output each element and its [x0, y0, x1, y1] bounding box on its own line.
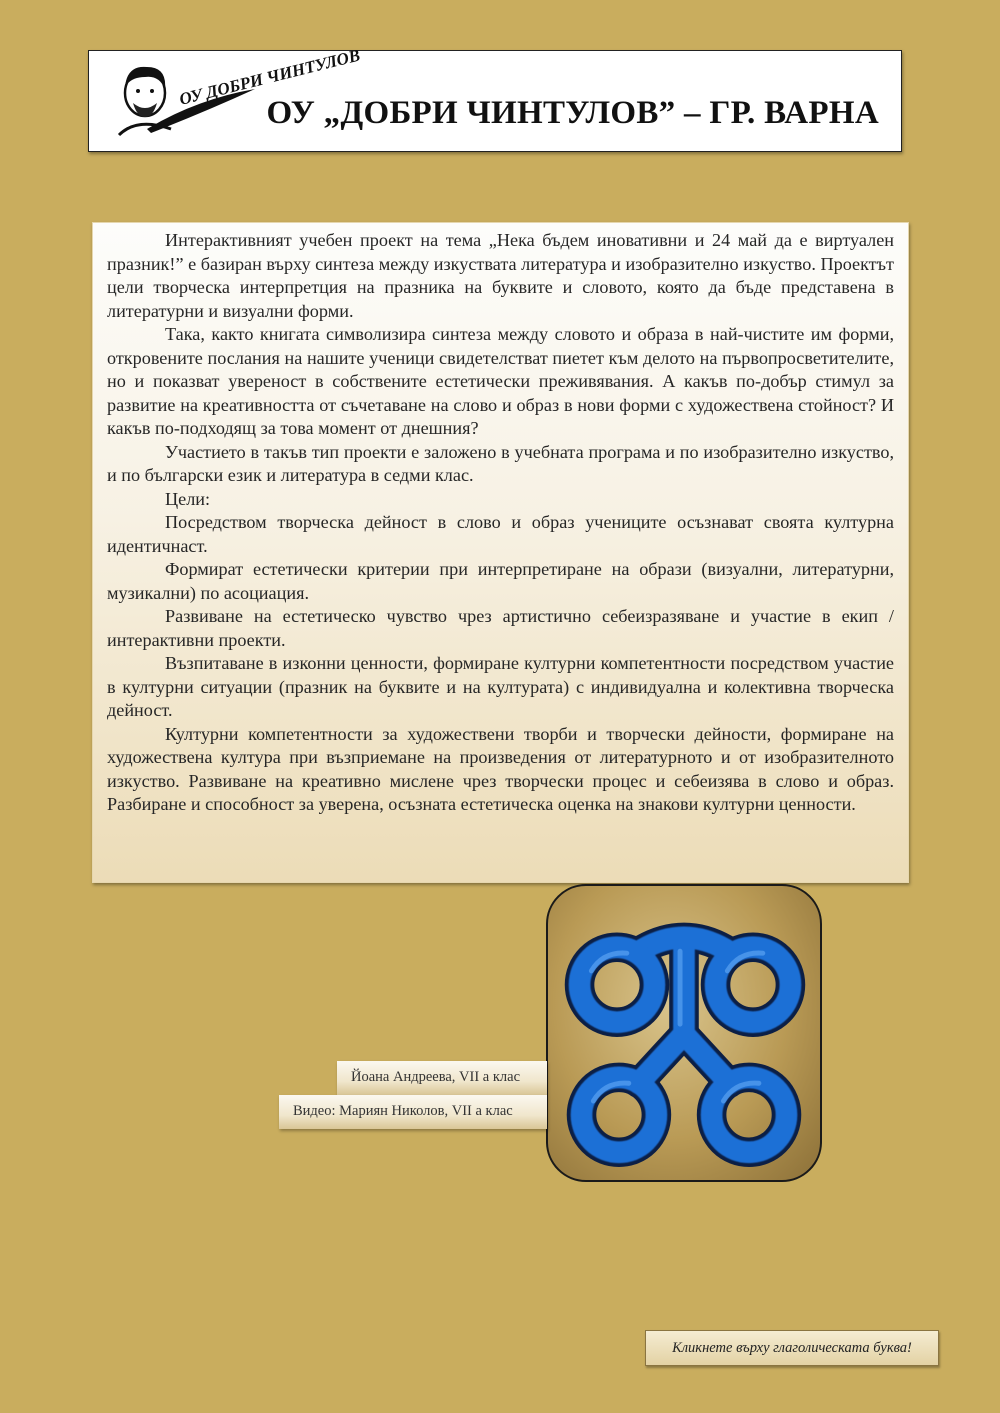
goal-values: Възпитаване в изконни ценности, формиране културни компетентности посредством участие в културни ситуации (празник на буквите и на културата) с индивидуална и колективна творческа дейност. — [107, 653, 894, 720]
goals-heading: Цели: — [165, 488, 211, 509]
paragraph-book-synthesis: Така, както книгата символизира синтеза между словото и образа в най-чистите им форми, откровените послания на нашите ученици свидетелстват пиетет към делото на първопросветителите, но и показват увереност в собствените естетически преживявания. А какъв по-добър стимул за развитие на креативността от съчетаване на слово и образ в нови форми с художествена стойност? И какъв по-подходящ за това момент от днешния? — [107, 324, 894, 438]
school-name: ОУ „ДОБРИ ЧИНТУЛОВ” – ГР. ВАРНА — [266, 95, 879, 131]
logo-text: ОУ ДОБРИ ЧИНТУЛОВ — [177, 45, 362, 109]
school-header — [88, 45, 902, 152]
goal-criteria: Формират естетически критерии при интерпретиране на образи (визуални, литературни, музикални) по асоциация. — [107, 559, 894, 603]
project-description — [92, 222, 909, 883]
goal-identity: Посредством творческа дейност в слово и образ учениците осъзнават своята културна идентичнаст. — [107, 512, 894, 556]
paragraph-curriculum: Участието в такъв тип проекти е заложено в учебната програма и по изобразително изкуство, и по български език и литература в седми клас. — [107, 441, 894, 485]
author-credit: Йоана Андреева, VII а клас — [337, 1061, 547, 1095]
paragraph-intro: Интерактивният учебен проект на тема „Нека бъдем иновативни и 24 май да е виртуален празник!” е базиран върху синтеза между изкуствата литература и изобразително изкуство. Проектът цели творческа интерпретция на празника на буквите и словото, която да бъде представена в литературни и визуални форми. — [107, 230, 894, 321]
glagolitic-letter-icon[interactable] — [548, 886, 820, 1180]
goal-competences: Културни компетентности за художествени творби и творчески дейности, формиране на художествена култура при възприемане на произведения от литературното и от изобразителното изкуство. Развиване на креативно мислене чрез творчески процес и себеизява в слово и образ. Разбиране и способност за уверена, осъзната естетическа оценка на знакови културни ценности. — [107, 723, 894, 814]
glagolitic-letter-artwork[interactable] — [546, 884, 822, 1182]
click-hint-label[interactable]: Кликнете върху глаголическата буква! — [645, 1330, 939, 1366]
goal-aesthetic: Развиване на естетическо чувство чрез артистично себеизразяване и участие в екип / интерактивни проекти. — [107, 606, 894, 650]
school-logo — [107, 45, 362, 137]
video-credit: Видео: Мариян Николов, VII а клас — [279, 1095, 547, 1129]
